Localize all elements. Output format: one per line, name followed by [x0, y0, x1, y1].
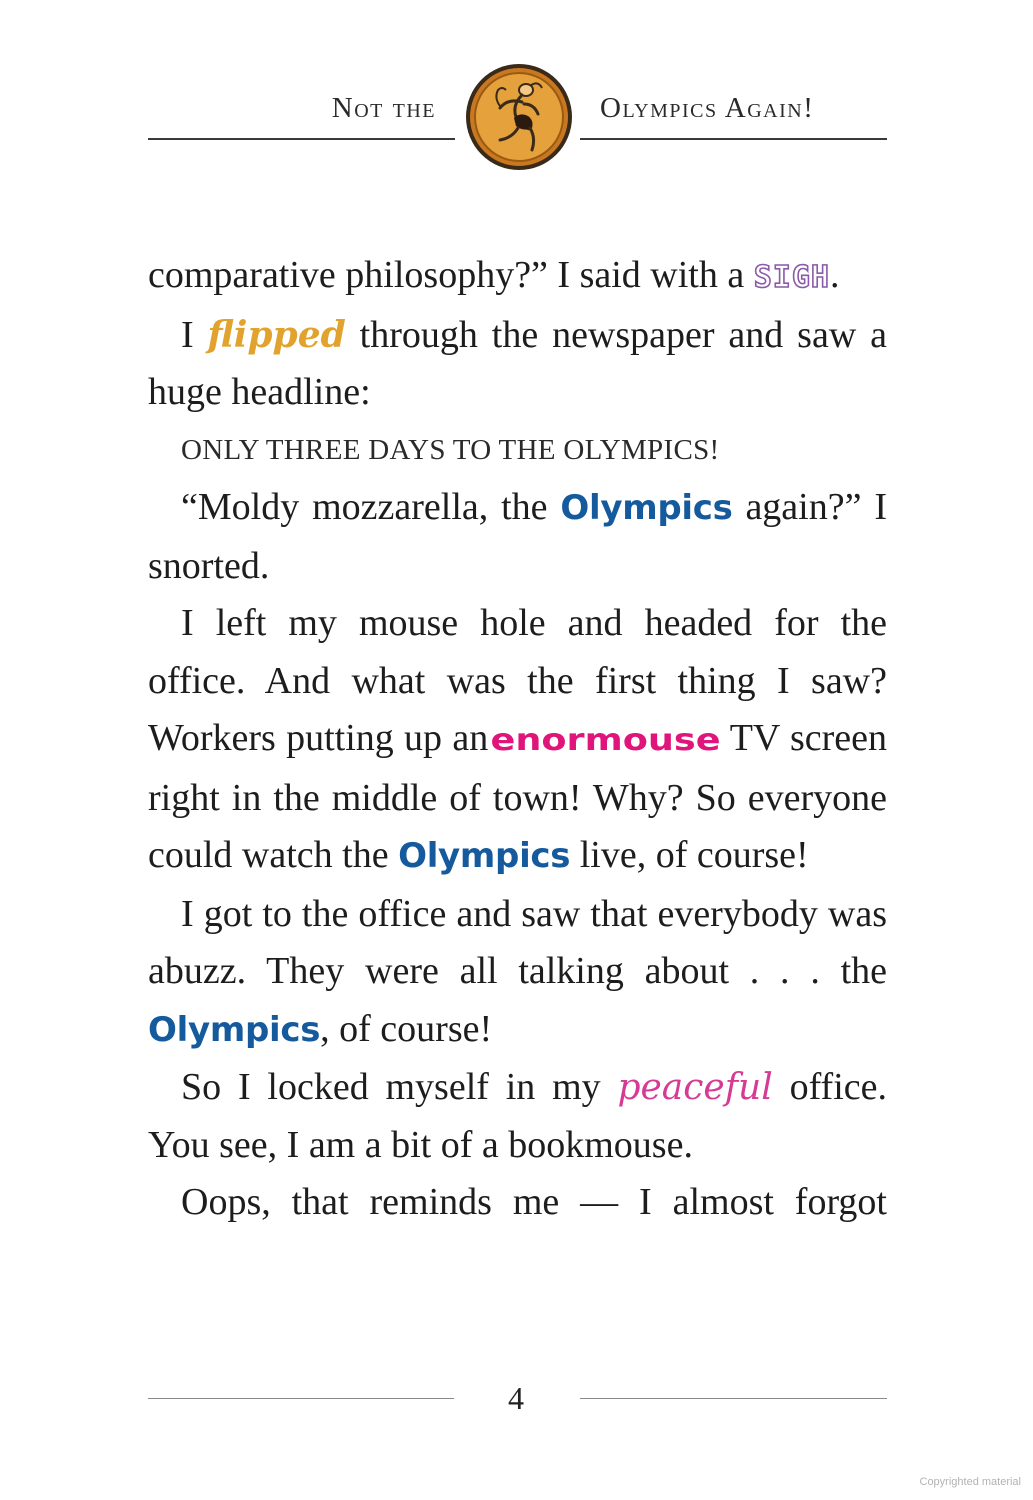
paragraph [148, 595, 887, 886]
olympics-word: Olympics [560, 488, 733, 528]
header-rule-left [148, 138, 455, 140]
paragraph-text: through the newspaper and saw a huge headline: [148, 313, 887, 413]
sigh-word: SIGH [753, 260, 830, 295]
copyright-watermark: Copyrighted material [919, 1476, 1021, 1488]
running-head-right: Olympics Again! [600, 92, 815, 124]
paragraph-text: I [181, 313, 208, 356]
paragraph-text: . [829, 254, 840, 296]
paragraph-text: , of course! [320, 1007, 493, 1050]
footer-rule-right [580, 1398, 887, 1399]
paragraph [148, 307, 887, 422]
footer-rule-left [148, 1398, 454, 1399]
paragraph-text: office. You see, I am a bit of a bookmouse. [148, 1066, 887, 1166]
olympics-word: Olympics [398, 836, 571, 876]
newspaper-headline: ONLY THREE DAYS TO THE OLYMPICS! [181, 433, 720, 466]
running-head-left: Not the [331, 92, 436, 124]
paragraph [148, 247, 887, 307]
paragraph [148, 1059, 887, 1174]
paragraph-text: live, of course! [570, 834, 809, 876]
paragraph: Oops, that reminds me — I almost forgot [181, 1181, 887, 1223]
peaceful-word: peaceful [617, 1067, 773, 1108]
paragraph-text: I got to the office and saw that everybody was abuzz. They were all talking about . . . the [148, 892, 887, 992]
paragraph-text: So I locked myself in my [181, 1066, 618, 1108]
paragraph-text: I left my mouse hole and headed for the office. And what was the first thing I saw? Workers putting up an [148, 602, 887, 759]
runner-medallion-icon [464, 62, 574, 172]
paragraph [148, 886, 887, 1060]
paragraph-text: again?” I snorted. [148, 486, 887, 587]
enormouse-word: enormouse [490, 723, 721, 758]
paragraph-text: “Moldy mozzarella, the [181, 486, 561, 528]
paragraph-text: TV screen right in the middle of town! Why? So everyone could watch the [148, 717, 887, 876]
page-header [0, 0, 1033, 180]
flipped-word: flipped [207, 313, 346, 356]
page-body [148, 247, 887, 1232]
page-number: 4 [508, 1380, 524, 1416]
header-rule-right [580, 138, 887, 140]
paragraph [148, 479, 887, 595]
olympics-word: Olympics [148, 1009, 321, 1050]
paragraph-text: comparative philosophy?” I said with a [148, 254, 754, 296]
